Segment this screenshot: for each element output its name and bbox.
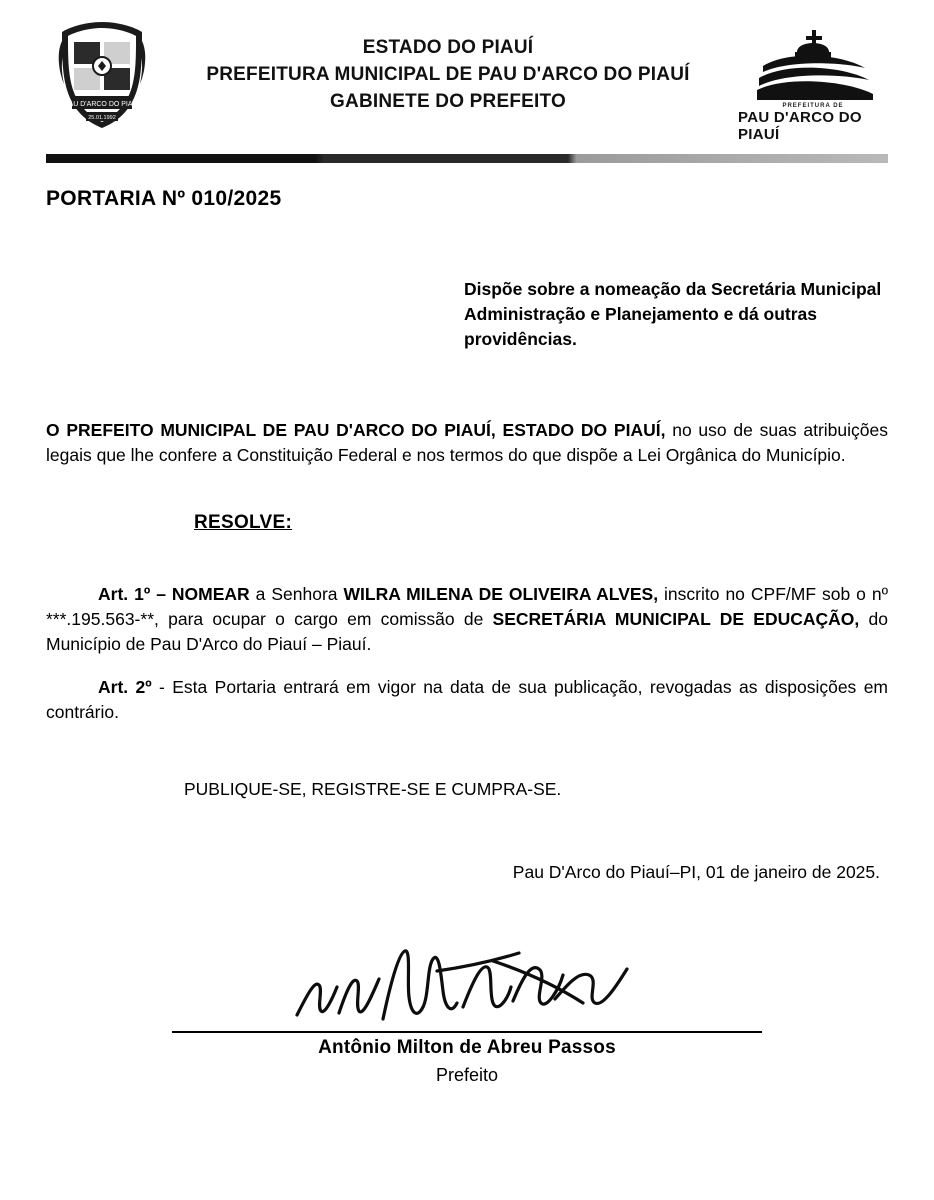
municipal-logo-name: PAU D'ARCO DO PIAUÍ	[738, 109, 862, 143]
header-line-city: PREFEITURA MUNICIPAL DE PAU D'ARCO DO PIAUÍ	[206, 64, 690, 85]
article-1-part1: a Senhora	[249, 584, 344, 604]
document-header	[46, 0, 888, 143]
place-and-date: Pau D'Arco do Piauí–PI, 01 de janeiro de 2025.	[512, 861, 880, 882]
svg-text:25.01.1992: 25.01.1992	[88, 115, 116, 121]
header-line-state: ESTADO DO PIAUÍ	[362, 37, 534, 58]
article-1-part3: do Município de Pau D'Arco do Piauí – Piauí.	[46, 609, 888, 654]
article-2-text: - Esta Portaria entrará em vigor na data de sua publicação, revogadas as disposições em contrário.	[46, 676, 889, 722]
article-1-label: Art. 1º – NOMEAR	[98, 584, 250, 604]
preamble-paragraph	[46, 418, 888, 468]
article-2-label: Art. 2º	[98, 676, 152, 697]
header-divider-rule	[46, 154, 888, 163]
signature-name: Antônio Milton de Abreu Passos	[318, 1036, 616, 1058]
article-1-position: SECRETÁRIA MUNICIPAL DE EDUCAÇÃO,	[492, 609, 860, 629]
publication-order-line: PUBLIQUE-SE, REGISTRE-SE E CUMPRA-SE.	[184, 778, 562, 799]
municipal-logo-sub: PREFEITURA DE	[782, 103, 844, 109]
signature-role: Prefeito	[435, 1064, 499, 1085]
articles-block	[46, 582, 888, 725]
article-1	[46, 582, 888, 657]
header-title-block	[158, 18, 738, 115]
ementa-text: Dispõe sobre a nomeação da Secretária Municipal Administração e Planejamento e dá outras providências.	[464, 279, 882, 349]
article-1-part2: inscrito no CPF/MF sob o nº ***.195.563-**, para ocupar o cargo em comissão de	[46, 584, 888, 629]
municipal-logo-icon	[749, 28, 877, 102]
preamble-rest-text: no uso de suas atribuições legais que lhe confere a Constituição Federal e nos termos do que dispõe a Lei Orgânica do Município.	[46, 420, 888, 465]
coat-of-arms-icon	[46, 18, 158, 130]
signature-block	[46, 941, 888, 1091]
article-2	[46, 675, 888, 725]
svg-text:PAU D'ARCO DO PIAUÍ: PAU D'ARCO DO PIAUÍ	[64, 101, 140, 108]
preamble-bold-text: O PREFEITO MUNICIPAL DE PAU D'ARCO DO PIAUÍ, ESTADO DO PIAUÍ,	[46, 420, 666, 440]
header-line-office: GABINETE DO PREFEITO	[330, 91, 566, 112]
signature-line	[172, 1031, 762, 1033]
resolve-heading: RESOLVE:	[194, 512, 293, 533]
handwritten-signature-icon	[287, 941, 647, 1027]
page-title: PORTARIA Nº 010/2025	[46, 187, 282, 210]
municipal-logo	[738, 18, 888, 143]
article-1-person-name: WILRA MILENA DE OLIVEIRA ALVES,	[343, 584, 659, 604]
